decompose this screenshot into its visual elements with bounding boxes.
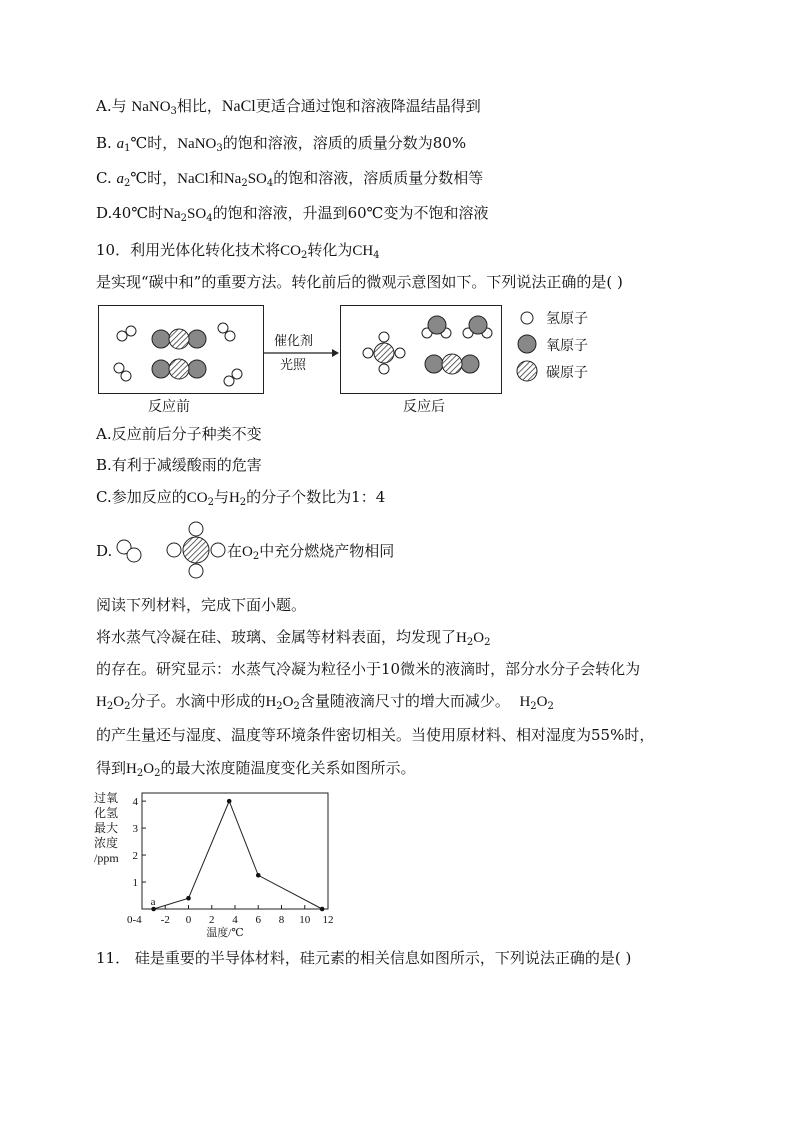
legend-oxygen: 氧原子 xyxy=(546,338,588,354)
data-point xyxy=(320,907,325,912)
legend-symbols xyxy=(515,308,545,384)
h2-molecule xyxy=(224,369,242,386)
q9-option-b: B. $a_1℃$时，NaNO$_3$的饱和溶液，溶质的质量分数为80% xyxy=(96,134,467,154)
q10-option-b: B.有利于减缓酸雨的危害 xyxy=(96,456,262,474)
h2-molecule xyxy=(114,363,131,381)
h2-molecule xyxy=(117,326,136,341)
reading-p2: 的存在。研究显示：水蒸气冷凝为粒径小于10微米的液滴时，部分水分子会转化为 xyxy=(96,660,641,678)
co2-molecule xyxy=(152,329,206,349)
carbon-atom-symbol xyxy=(517,361,537,381)
q10-option-a: A.反应前后分子种类不变 xyxy=(96,425,262,443)
y-tick-label: 1 xyxy=(132,877,138,890)
q11-stem: 11． 硅是重要的半导体材料，硅元素的相关信息如图所示，下列说法正确的是( ) xyxy=(96,949,632,967)
plot-frame xyxy=(142,793,328,909)
x-axis-label: 温度/℃ xyxy=(206,927,244,938)
co2-molecule xyxy=(425,354,479,374)
q9-option-a: A.与 NaNO$_3$相比，NaCl更适合通过饱和溶液降温结晶得到 xyxy=(96,97,481,117)
y-tick-label: 4 xyxy=(132,796,138,809)
legend-carbon: 碳原子 xyxy=(546,365,588,381)
reading-p4: 的产生量还与湿度、温度等环境条件密切相关。当使用原材料、相对湿度为55%时， xyxy=(96,726,655,744)
data-point xyxy=(186,896,191,901)
before-reaction-box xyxy=(98,305,264,394)
after-reaction-box xyxy=(340,305,502,394)
arrow-label-catalyst: 催化剂 xyxy=(274,334,314,349)
x-tick-label: 6 xyxy=(255,914,261,926)
h2o-molecule xyxy=(422,316,451,338)
h2-molecule xyxy=(218,323,235,341)
point-label-a: a xyxy=(150,896,156,908)
q10-option-c: C.参加反应的$CO_2$与$H_2$的分子个数比为1：4 xyxy=(96,488,386,508)
x-tick-label: 10 xyxy=(299,914,311,926)
after-molecules xyxy=(341,306,501,393)
y-axis-label-line: 过氧 xyxy=(94,791,119,805)
reading-intro: 阅读下列材料，完成下面小题。 xyxy=(96,596,307,614)
oxygen-atom-symbol xyxy=(518,335,536,353)
h2o-molecule xyxy=(463,316,492,338)
reading-p5: 得到$H_2O_2$的最大浓度随温度变化关系如图所示。 xyxy=(96,759,416,779)
q9-option-d: D.40℃时$Na_2SO_4$的饱和溶液，升温到60℃变为不饱和溶液 xyxy=(96,204,489,224)
h2o2-concentration-chart xyxy=(92,788,342,938)
reaction-arrow xyxy=(262,330,340,373)
h2-molecule xyxy=(117,540,141,562)
y-axis-label-line: /ppm xyxy=(94,851,119,865)
data-point xyxy=(227,799,232,804)
co2-molecule xyxy=(152,359,206,379)
reading-p1: 将水蒸气冷凝在硅、玻璃、金属等材料表面，均发现了$H_2O_2$ xyxy=(96,628,491,648)
y-axis-label-line: 最大 xyxy=(94,821,119,835)
y-axis-label-line: 化氢 xyxy=(94,806,119,820)
after-label: 反应后 xyxy=(403,399,445,415)
y-axis-label-line: 浓度 xyxy=(94,836,119,850)
x-tick-label: -2 xyxy=(160,914,170,926)
q10-option-d-label: D. xyxy=(96,542,113,560)
data-point xyxy=(256,873,261,878)
q10-stem-line1: 10．利用光体化转化技术将$CO_2$转化为$CH_4$ xyxy=(96,241,380,261)
x-tick-label: 12 xyxy=(322,914,334,926)
before-molecules xyxy=(99,306,263,393)
q10-option-d-text: 在$O_2$中充分燃烧产物相同 xyxy=(227,542,395,562)
legend-hydrogen: 氢原子 xyxy=(546,311,588,327)
y-tick-label: 2 xyxy=(132,850,138,863)
series-line xyxy=(154,801,323,909)
q10-stem-line2: 是实现“碳中和”的重要方法。转化前后的微观示意图如下。下列说法正确的是( ) xyxy=(96,273,623,291)
y-tick-label: 3 xyxy=(132,823,138,836)
x-tick-label: 0-4 xyxy=(127,914,142,926)
arrow-label-light: 光照 xyxy=(280,358,307,373)
ch4-molecule xyxy=(167,522,225,578)
before-label: 反应前 xyxy=(148,399,190,415)
q9-option-c: C. $a_2℃$时，NaCl和$Na_2SO_4$的饱和溶液，溶质质量分数相等 xyxy=(96,169,484,189)
x-tick-label: 0 xyxy=(185,914,192,926)
reading-p3: $H_2O_2$分子。水滴中形成的$H_2O_2$含量随液滴尺寸的增大而减少。 $H_2O_2$ xyxy=(96,692,554,712)
hydrogen-atom-symbol xyxy=(521,312,533,324)
x-tick-label: 4 xyxy=(232,914,238,926)
x-tick-label: 8 xyxy=(278,914,285,926)
q10-option-d-molecules xyxy=(110,518,230,580)
x-tick-label: 2 xyxy=(209,914,215,926)
ch4-molecule xyxy=(363,332,405,374)
